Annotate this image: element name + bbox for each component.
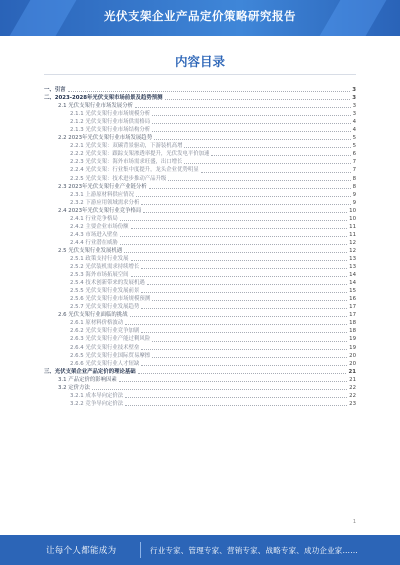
toc-entry-title: 3.2.1 成本导向定价法: [70, 392, 124, 399]
toc-leader-dots: [141, 349, 347, 350]
toc-entry-page: 8: [352, 175, 356, 182]
toc-entry[interactable]: [44, 150, 356, 158]
toc-entry-page: 14: [349, 280, 356, 287]
toc-leader-dots: [143, 212, 347, 213]
toc-leader-dots: [125, 397, 347, 398]
toc-entry-title: 一、引言: [44, 87, 66, 93]
toc-leader-dots: [141, 308, 347, 309]
toc-entry-page: 16: [349, 296, 356, 303]
toc-leader-dots: [125, 405, 347, 406]
toc-entry[interactable]: [44, 247, 356, 255]
toc-entry-page: 19: [349, 336, 356, 343]
toc-entry-title: 2.5.7 光伏支架行业发展趋势: [70, 304, 140, 311]
toc-entry[interactable]: [44, 303, 356, 311]
toc-entry-page: 10: [349, 207, 356, 214]
toc-entry-title: 2.5.3 海外市场拓展空间: [70, 272, 129, 279]
toc-entry-page: 18: [349, 328, 356, 335]
toc-entry[interactable]: [44, 392, 356, 400]
toc-entry[interactable]: [44, 118, 356, 126]
toc-leader-dots: [120, 244, 347, 245]
toc-leader-dots: [124, 252, 347, 253]
toc-entry-page: 21: [349, 376, 356, 383]
toc-entry[interactable]: [44, 215, 356, 223]
toc-entry[interactable]: [44, 231, 356, 239]
toc-leader-dots: [119, 381, 347, 382]
toc-entry[interactable]: [44, 142, 356, 150]
toc-entry[interactable]: [44, 400, 356, 408]
toc-entry-title: 二、2023-2028年光伏支架市场前景及趋势预测: [44, 95, 163, 102]
toc-leader-dots: [92, 389, 347, 390]
toc-entry-title: 2.6.6 光伏支架行业人才短缺: [70, 360, 140, 367]
toc-entry[interactable]: [44, 311, 356, 319]
toc-entry-title: 2.4 2023年光伏支架行业竞争格局: [58, 207, 142, 214]
toc-entry-title: 2.3.1 上游原材料供应情况: [70, 191, 134, 198]
toc-entry[interactable]: [44, 335, 356, 343]
toc-leader-dots: [147, 284, 347, 285]
toc-entry-page: 3: [352, 95, 356, 102]
toc-entry[interactable]: [44, 207, 356, 215]
toc-entry[interactable]: [44, 102, 356, 110]
toc-entry-title: 2.4.3 市场进入壁垒: [70, 231, 118, 238]
toc-entry[interactable]: [44, 271, 356, 279]
toc-entry-page: 22: [349, 392, 356, 399]
toc-entry[interactable]: [44, 255, 356, 263]
toc-heading: 内容目录: [174, 54, 225, 69]
toc-entry-title: 2.4.2 主要企业市场份额: [70, 223, 129, 230]
toc-entry-title: 3.2 定价方法: [58, 384, 90, 391]
toc-entry[interactable]: [44, 166, 356, 174]
toc-leader-dots: [152, 123, 350, 124]
toc-leader-dots: [138, 373, 347, 374]
toc-leader-dots: [125, 324, 347, 325]
toc-entry-title: 2.1.2 光伏支架行业市场供需格局: [70, 119, 151, 126]
toc-leader-dots: [141, 332, 347, 333]
toc-entry-page: 9: [352, 191, 356, 198]
toc-leader-dots: [135, 107, 351, 108]
toc-entry[interactable]: [44, 134, 356, 142]
toc-entry-page: 15: [349, 288, 356, 295]
toc-entry-page: 21: [348, 368, 356, 375]
toc-entry-title: 2.5.5 光伏支架行业发展前景: [70, 288, 140, 295]
footer-tagline: 行业专家、管理专家、营销专家、战略专家、成功企业家……: [150, 546, 358, 555]
toc-entry-page: 7: [352, 167, 356, 174]
toc-entry-title: 2.6.5 光伏支架行业国际贸易摩擦: [70, 352, 151, 359]
toc-leader-dots: [120, 220, 347, 221]
toc-leader-dots: [152, 131, 350, 132]
toc-entry-page: 18: [349, 320, 356, 327]
toc-entry[interactable]: [44, 175, 356, 183]
toc-entry-title: 2.3.2 下游应用领域需求分析: [70, 199, 140, 206]
toc-entry-page: 17: [349, 312, 356, 319]
toc-leader-dots: [165, 99, 351, 100]
toc-entry-title: 2.3 2023年光伏支架行业产业链分析: [58, 183, 147, 190]
toc-entry-page: 5: [352, 135, 356, 142]
toc-leader-dots: [201, 172, 351, 173]
toc-entry[interactable]: [44, 158, 356, 166]
toc-leader-dots: [184, 147, 350, 148]
toc-entry[interactable]: [44, 239, 356, 247]
toc-leader-dots: [141, 268, 347, 269]
toc-entry[interactable]: [44, 384, 356, 392]
toc-entry-title: 2.5.6 光伏支架行业市场规模预测: [70, 296, 151, 303]
toc-entry[interactable]: [44, 223, 356, 231]
toc-leader-dots: [168, 180, 350, 181]
toc-entry-page: 3: [352, 111, 356, 118]
toc-entry[interactable]: [44, 279, 356, 287]
toc-entry[interactable]: [44, 191, 356, 199]
toc-entry-title: 2.2.2 光伏支架：跟踪支架渗透率提升，光伏发电平价加速: [70, 151, 210, 158]
toc-entry-page: 14: [349, 272, 356, 279]
toc-entry-page: 3: [352, 87, 356, 93]
toc-leader-dots: [136, 196, 351, 197]
toc-entry-title: 2.6.1 原材料价格波动: [70, 320, 124, 327]
toc-entry-title: 2.6 光伏支架行业面临的挑战: [58, 312, 128, 319]
toc-entry-title: 2.6.2 光伏支架行业竞争加剧: [70, 328, 140, 335]
toc-entry-page: 12: [349, 247, 356, 254]
footer-bar: [0, 535, 400, 565]
toc-entry-title: 3.2.2 竞争导向定价法: [70, 400, 124, 407]
toc-entry[interactable]: [44, 319, 356, 327]
toc-entry-page: 7: [352, 159, 356, 166]
toc-leader-dots: [131, 276, 348, 277]
toc-entry-title: 2.2.3 光伏支架：海外市场需求旺盛，出口增长: [70, 159, 183, 166]
toc-entry[interactable]: [44, 199, 356, 207]
toc-entry-page: 22: [349, 384, 356, 391]
toc-entry[interactable]: [44, 344, 356, 352]
toc-entry[interactable]: [44, 263, 356, 271]
report-title: 光伏支架企业产品定价策略研究报告: [104, 9, 296, 23]
toc-entry-title: 2.5.2 光伏装机需求持续增长: [70, 264, 140, 271]
toc-leader-dots: [130, 316, 348, 317]
toc-entry[interactable]: [44, 295, 356, 303]
toc-entry[interactable]: [44, 183, 356, 191]
toc-leader-dots: [141, 292, 347, 293]
toc-leader-dots: [154, 139, 350, 140]
toc-entry[interactable]: [44, 94, 356, 102]
toc-entry-page: 6: [352, 151, 356, 158]
toc-entry[interactable]: [44, 86, 356, 94]
toc-entry-page: 13: [349, 264, 356, 271]
toc-leader-dots: [152, 357, 347, 358]
toc-entry[interactable]: [44, 327, 356, 335]
toc-entry-title: 2.1 光伏支架行业市场发展分析: [58, 103, 133, 110]
footer-divider: [140, 542, 141, 558]
toc-entry-page: 19: [349, 344, 356, 351]
toc-entry-title: 2.1.3 光伏支架行业市场结构分析: [70, 127, 151, 134]
toc-leader-dots: [131, 260, 348, 261]
toc-entry-title: 2.5.4 技术创新带来的发展机遇: [70, 280, 145, 287]
toc-entry-page: 11: [349, 231, 356, 238]
toc-entry-page: 4: [352, 127, 356, 134]
toc-leader-dots: [141, 204, 350, 205]
toc-entry-page: 8: [352, 183, 356, 190]
toc-entry-page: 20: [349, 360, 356, 367]
toc-entry-page: 5: [352, 143, 356, 150]
toc-entry-page: 13: [349, 255, 356, 262]
toc-leader-dots: [152, 300, 347, 301]
toc-entry-page: 9: [352, 199, 356, 206]
toc-leader-dots: [211, 155, 350, 156]
toc-leader-dots: [149, 188, 351, 189]
toc-leader-dots: [68, 91, 351, 92]
toc-entry[interactable]: [44, 110, 356, 118]
toc-entry-title: 2.5.1 政策支持行业发展: [70, 255, 129, 262]
toc-leader-dots: [120, 236, 347, 237]
toc-entry-page: 23: [349, 400, 356, 407]
toc-entry[interactable]: [44, 368, 356, 376]
toc-leader-dots: [184, 163, 350, 164]
toc-entry-title: 2.1.1 光伏支架行业市场规模分析: [70, 111, 151, 118]
toc-entry-page: 3: [352, 103, 356, 110]
toc-leader-dots: [131, 228, 348, 229]
toc-entry-page: 4: [352, 119, 356, 126]
toc-entry-title: 2.6.4 光伏支架行业技术壁垒: [70, 344, 140, 351]
toc-entry-title: 2.5 光伏支架行业发展机遇: [58, 247, 123, 254]
toc-divider: [44, 74, 356, 75]
toc-entry-title: 2.2.4 光伏支架：行业集中度提升，龙头企业优势明显: [70, 167, 199, 174]
toc-entry-title: 2.4.1 行业竞争格局: [70, 215, 118, 222]
toc-entry-page: 10: [349, 215, 356, 222]
table-of-contents: [44, 86, 356, 408]
toc-entry-title: 2.4.4 行业潜在威胁: [70, 239, 118, 246]
toc-entry-title: 三、光伏支架企业产品定价的理论基础: [44, 368, 136, 375]
toc-entry-page: 17: [349, 304, 356, 311]
toc-entry[interactable]: [44, 287, 356, 295]
toc-entry[interactable]: [44, 360, 356, 368]
toc-entry-title: 2.2 2023年光伏支架行业市场发展趋势: [58, 135, 153, 142]
toc-entry[interactable]: [44, 126, 356, 134]
toc-leader-dots: [152, 341, 347, 342]
page-number: 1: [352, 519, 356, 525]
toc-entry-page: 11: [349, 223, 356, 230]
toc-entry-title: 3.1 产品定价的影响因素: [58, 376, 117, 383]
footer-slogan: 让每个人都能成为: [46, 546, 117, 556]
toc-leader-dots: [152, 115, 350, 116]
toc-entry[interactable]: [44, 352, 356, 360]
toc-entry-title: 2.2.1 光伏支架：双碳背景驱动，下游装机高增: [70, 143, 183, 150]
toc-entry-page: 20: [349, 352, 356, 359]
toc-entry-title: 2.2.5 光伏支架：技术进步推动产品升级: [70, 175, 167, 182]
report-header-bar: [0, 0, 400, 36]
toc-entry-title: 2.6.3 光伏支架行业产能过剩风险: [70, 336, 151, 343]
toc-leader-dots: [141, 365, 347, 366]
toc-entry-page: 12: [349, 239, 356, 246]
toc-entry[interactable]: [44, 376, 356, 384]
